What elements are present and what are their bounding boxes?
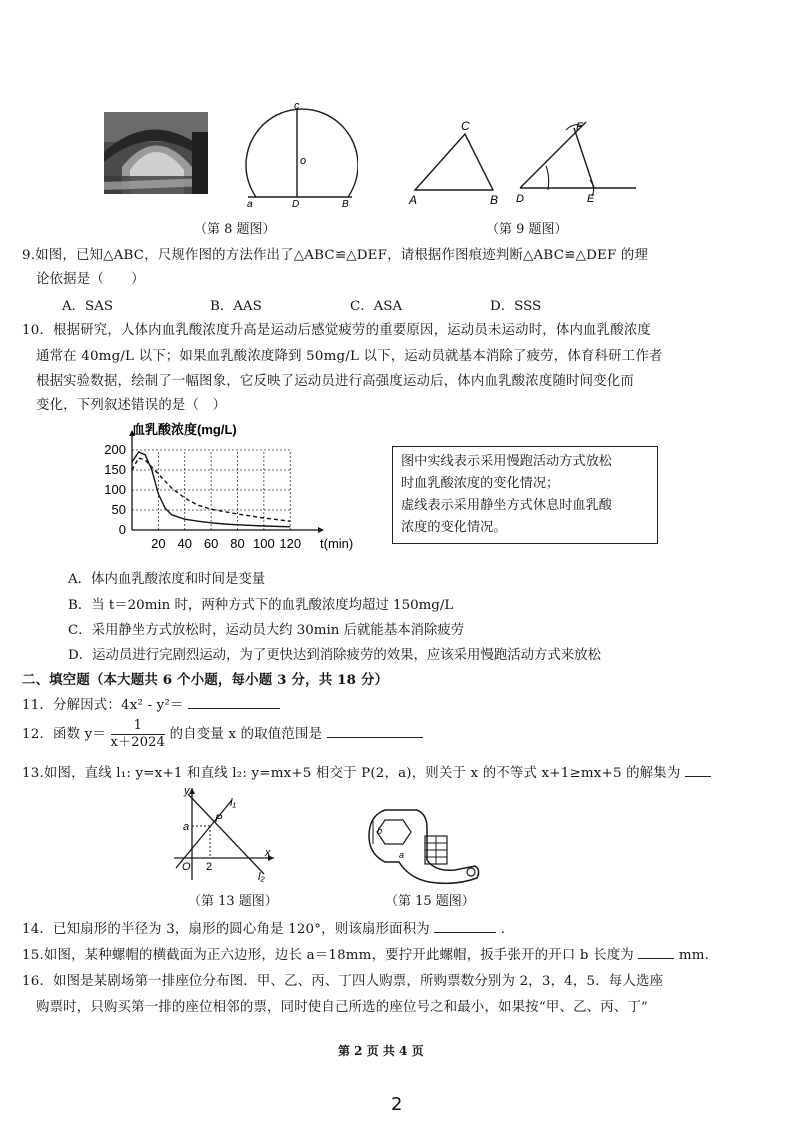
fig9-label-b: B <box>490 193 499 206</box>
figure-9-caption: （第 9 题图） <box>486 222 568 237</box>
fig13-label-o: O <box>182 861 191 873</box>
chart-x-tick: 60 <box>203 536 219 551</box>
chart-x-tick: 80 <box>230 536 245 551</box>
q13-prompt: 13.如图，直线 l₁: y=x+1 和直线 l₂: y=mx+5 相交于 P(2，a)，则关于 x 的不等式 x+1≥mx+5 的解集为 <box>22 766 681 781</box>
q16-line2: 购票时，只购买第一排的座位相邻的票，同时使自己所选的座位号之和最小，如果按“甲、乙、丙、丁” <box>36 1000 649 1015</box>
q9-option-b: B．AAS <box>210 299 262 314</box>
fig13-label-x: x <box>265 847 271 859</box>
chart-y-tick: 100 <box>104 482 126 497</box>
q9-line2: 论依据是（ ） <box>36 272 145 287</box>
chart-x-tick: 40 <box>177 536 192 551</box>
figure-9-construction-def <box>510 118 638 208</box>
figure-8-caption: （第 8 题图） <box>194 222 276 237</box>
chart-x-tick: 100 <box>253 536 275 551</box>
fig15-label-b: b <box>377 826 383 836</box>
q13-text <box>22 762 711 781</box>
page-number: 2 <box>391 1094 403 1115</box>
q12-numerator: 1 <box>111 718 166 735</box>
q12-fraction <box>111 718 166 751</box>
q12-prefix: 12．函数 y＝ <box>22 727 107 742</box>
legend-line-4: 浓度的变化情况。 <box>401 520 507 535</box>
chart-legend-box <box>392 446 658 544</box>
q9-option-a: A．SAS <box>62 299 114 314</box>
q15-unit: mm. <box>678 948 710 963</box>
q15-text <box>22 944 709 963</box>
figure-13-graph <box>170 784 280 882</box>
q10-line1: 10．根据研究，人体内血乳酸浓度升高是运动后感觉疲劳的重要原因，运动员未运动时，体内血乳酸浓度 <box>22 323 652 338</box>
figure-15-caption: （第 15 题图） <box>385 894 475 909</box>
q12-answer-blank[interactable] <box>327 725 423 738</box>
q14-text <box>22 918 514 937</box>
chart-x-label: t(min) <box>320 536 354 551</box>
legend-line-1: 图中实线表示采用慢跑活动方式放松 <box>401 454 612 469</box>
q12-suffix: 的自变量 x 的取值范围是 <box>169 727 323 742</box>
legend-line-3: 虚线表示采用静坐方式休息时血乳酸 <box>401 498 612 513</box>
bridge-photo <box>104 112 208 194</box>
q9-option-d: D．SSS <box>490 299 542 314</box>
q10-line3: 根据实验数据，绘制了一幅图象，它反映了运动员进行高强度运动后，体内血乳酸浓度随时间变化而 <box>36 374 634 389</box>
lactate-chart <box>92 418 372 554</box>
q12-text <box>22 718 423 751</box>
fig13-label-a: a <box>183 821 190 833</box>
figure-8-diagram <box>238 100 358 208</box>
q10-line4: 变化，下列叙述错误的是（ ） <box>36 398 227 413</box>
q10-line2: 通常在 40mg/L 以下；如果血乳酸浓度降到 50mg/L 以下，运动员就基本消除了疲劳，体育科研工作者 <box>36 349 663 364</box>
q12-denominator: x＋2024 <box>110 735 166 750</box>
section-2-heading: 二、填空题（本大题共 6 个小题，每小题 3 分，共 18 分） <box>22 672 389 688</box>
fig15-label-a: a <box>399 850 405 860</box>
q13-answer-blank[interactable] <box>685 764 711 777</box>
q9-line1: 9.如图，已知△ABC，尺规作图的方法作出了△ABC≌△DEF，请根据作图痕迹判断△ABC≌△DEF 的理 <box>22 248 649 263</box>
fig8-label-d: D <box>292 199 300 208</box>
fig8-label-b: B <box>342 199 349 208</box>
chart-x-arrow <box>318 527 324 533</box>
fig8-label-c: c <box>294 100 300 112</box>
q14-answer-blank[interactable] <box>434 920 496 933</box>
figure-15-wrench <box>365 800 483 886</box>
q10-option-a: A．体内血乳酸浓度和时间是变量 <box>68 572 266 587</box>
fig8-label-o: o <box>300 155 307 167</box>
fig9-label-c: C <box>461 119 470 133</box>
chart-y-tick: 50 <box>111 502 126 517</box>
q14-prompt: 14．已知扇形的半径为 3，扇形的圆心角是 120°，则该扇形面积为 <box>22 922 430 937</box>
chart-x-tick: 120 <box>279 536 302 551</box>
q9-option-c: C．ASA <box>350 299 403 314</box>
q11-text <box>22 694 280 713</box>
chart-title: 血乳酸浓度(mg/L) <box>132 422 237 437</box>
q10-option-c: C．采用静坐方式放松时，运动员大约 30min 后就能基本消除疲劳 <box>68 623 465 638</box>
fig13-label-p: P <box>215 813 223 825</box>
fig9-label-f: F <box>576 121 583 133</box>
fig9-label-d: D <box>516 193 524 205</box>
fig9-label-e: E <box>587 193 595 205</box>
fig9-label-a: A <box>409 193 418 206</box>
q14-end: ． <box>500 922 515 937</box>
fig13-label-2: 2 <box>206 861 213 873</box>
q10-option-d: D．运动员进行完剧烈运动，为了更快达到消除疲劳的效果，应该采用慢跑活动方式来放松 <box>68 648 601 663</box>
fig13-label-l1: l₁ <box>230 797 236 809</box>
figure-9-triangle-abc <box>405 118 505 206</box>
chart-x-tick: 20 <box>151 536 166 551</box>
q10-option-b: B．当 t＝20min 时，两种方式下的血乳酸浓度均超过 150mg/L <box>68 598 454 613</box>
fig13-label-y: y <box>184 785 190 797</box>
q11-prompt: 11．分解因式：4x² - y²＝ <box>22 698 184 713</box>
chart-y-tick: 0 <box>118 522 126 537</box>
legend-line-2: 时血乳酸浓度的变化情况； <box>401 476 560 491</box>
figure-13-caption: （第 13 题图） <box>188 894 278 909</box>
q11-answer-blank[interactable] <box>188 696 280 709</box>
q16-line1: 16．如图是某剧场第一排座位分布图．甲、乙、丙、丁四人购票，所购票数分别为 2，3，4，5．每人选座 <box>22 974 664 989</box>
q15-prompt: 15.如图，某种螺帽的横截面为正六边形，边长 a＝18mm，要拧开此螺帽，扳手张开的开口 b 长度为 <box>22 948 634 963</box>
fig13-label-l2: l₂ <box>258 871 265 882</box>
fig8-label-a: a <box>247 199 253 208</box>
chart-y-tick: 200 <box>104 442 126 457</box>
page-footer: 第 2 页 共 4 页 <box>338 1044 424 1058</box>
chart-y-tick: 150 <box>104 462 126 477</box>
q15-answer-blank[interactable] <box>638 946 674 959</box>
